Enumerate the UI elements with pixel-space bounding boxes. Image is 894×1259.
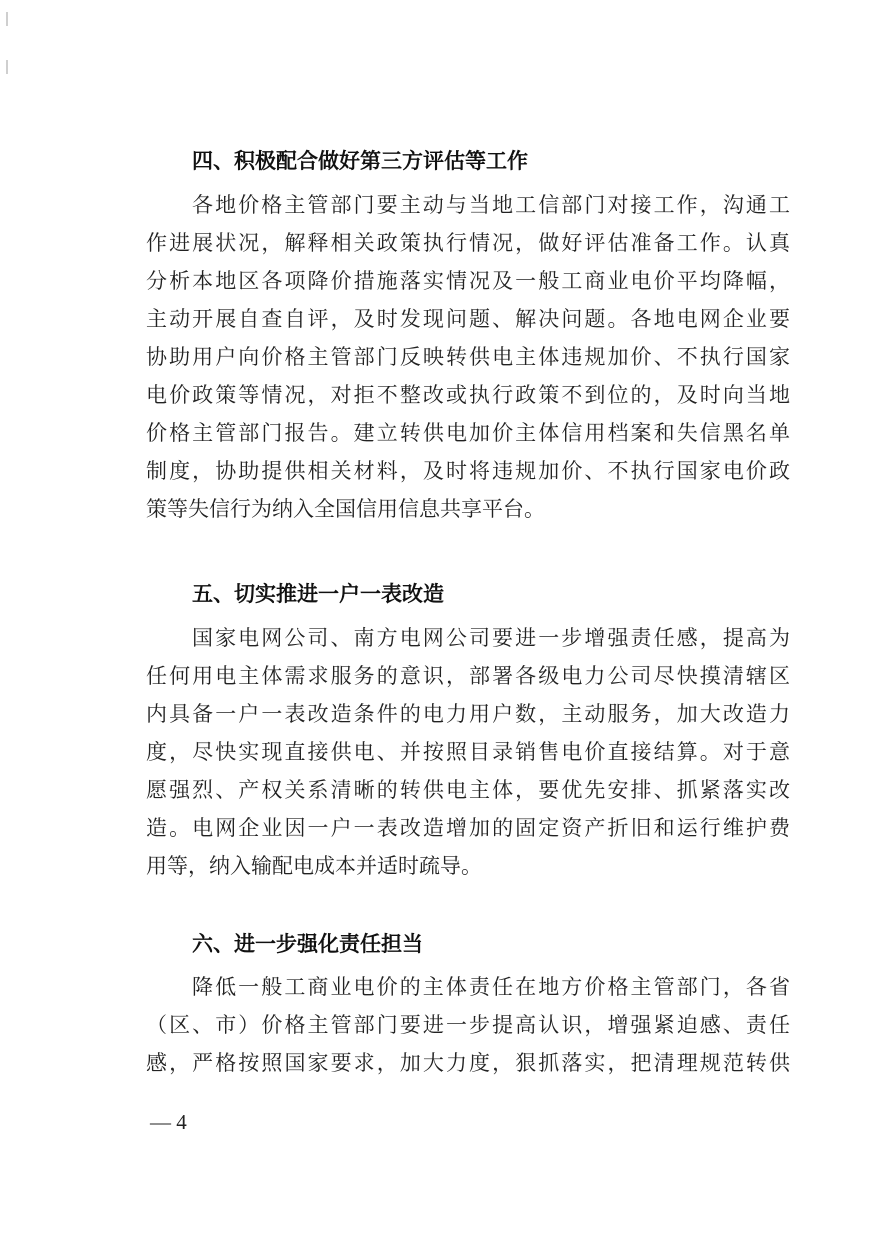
paragraph-line: 策等失信行为纳入全国信用信息共享平台。 [146, 497, 545, 521]
paragraph-line: 愿强烈、产权关系清晰的转供电主体，要优先安排、抓紧落实改 [146, 778, 790, 802]
paragraph-line: 内具备一户一表改造条件的电力用户数，主动服务，加大改造力 [146, 702, 790, 726]
section-6-paragraph [146, 968, 790, 1082]
paragraph-line: 价格主管部门报告。建立转供电加价主体信用档案和失信黑名单 [146, 421, 790, 445]
paragraph-line: 主动开展自查自评，及时发现问题、解决问题。各地电网企业要 [146, 307, 790, 331]
section-6-heading: 六、进一步强化责任担当 [192, 932, 423, 956]
paragraph-line: 作进展状况，解释相关政策执行情况，做好评估准备工作。认真 [146, 231, 790, 255]
section-5-paragraph [146, 619, 790, 885]
paragraph-line: 协助用户向价格主管部门反映转供电主体违规加价、不执行国家 [146, 345, 790, 369]
section-4-paragraph [146, 186, 790, 528]
paragraph-line: 各地价格主管部门要主动与当地工信部门对接工作，沟通工 [192, 193, 790, 217]
scan-edge-mark [6, 60, 8, 74]
section-5-heading: 五、切实推进一户一表改造 [192, 582, 444, 606]
paragraph-line: 任何用电主体需求服务的意识，部署各级电力公司尽快摸清辖区 [146, 664, 790, 688]
paragraph-line: 用等，纳入输配电成本并适时疏导。 [146, 854, 482, 878]
paragraph-line: 分析本地区各项降价措施落实情况及一般工商业电价平均降幅， [146, 269, 790, 293]
page-number: — 4 [150, 1110, 187, 1134]
paragraph-line: 感，严格按照国家要求，加大力度，狠抓落实，把清理规范转供 [146, 1051, 790, 1075]
paragraph-line: 降低一般工商业电价的主体责任在地方价格主管部门，各省 [192, 975, 790, 999]
scan-edge-mark [6, 12, 8, 26]
paragraph-line: 制度，协助提供相关材料，及时将违规加价、不执行国家电价政 [146, 459, 790, 483]
section-4-heading: 四、积极配合做好第三方评估等工作 [192, 149, 528, 173]
paragraph-line: 电价政策等情况，对拒不整改或执行政策不到位的，及时向当地 [146, 383, 790, 407]
paragraph-line: 造。电网企业因一户一表改造增加的固定资产折旧和运行维护费 [146, 816, 790, 840]
paragraph-line: 度，尽快实现直接供电、并按照目录销售电价直接结算。对于意 [146, 740, 790, 764]
paragraph-line: （区、市）价格主管部门要进一步提高认识，增强紧迫感、责任 [146, 1013, 790, 1037]
paragraph-line: 国家电网公司、南方电网公司要进一步增强责任感，提高为 [192, 626, 790, 650]
